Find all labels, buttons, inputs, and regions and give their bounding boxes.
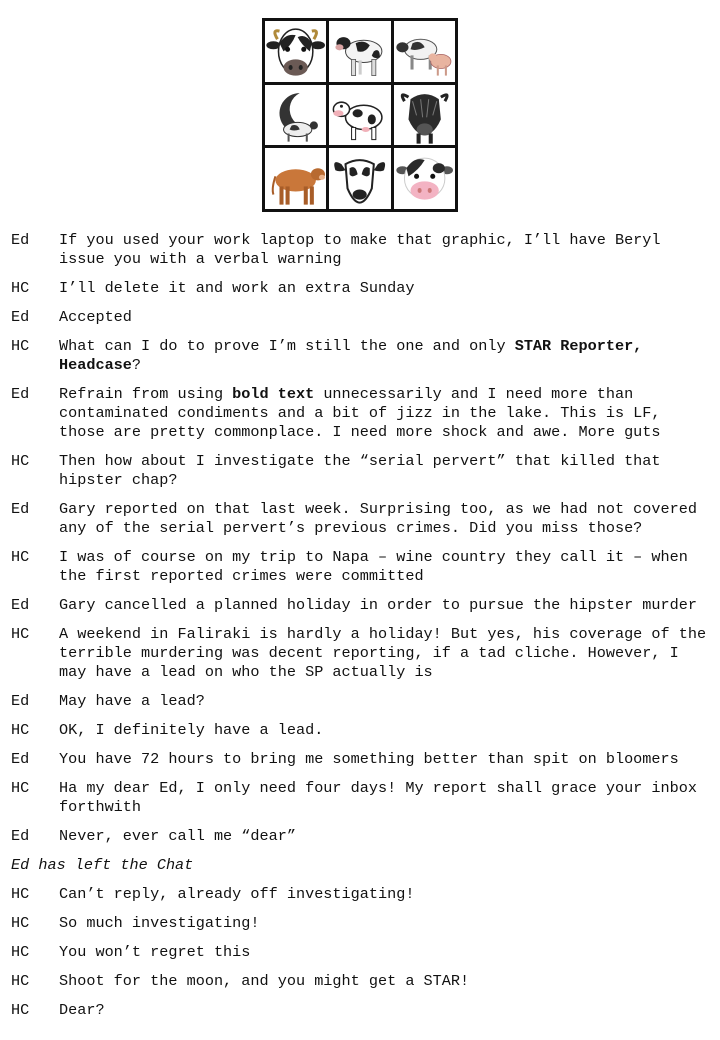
speaker-label: Ed <box>11 596 30 614</box>
speaker-label: Ed <box>11 231 30 249</box>
chat-message <box>0 750 720 769</box>
message-text: I was of course on my trip to Napa – wine country they call it – when the first reported crimes were committed <box>59 548 688 585</box>
speaker-label: Ed <box>11 308 30 326</box>
speaker-label: HC <box>11 279 30 297</box>
speaker-label: HC <box>11 452 30 470</box>
chat-message <box>0 308 720 327</box>
message-text: You have 72 hours to bring me something better than spit on bloomers <box>59 750 679 768</box>
chat-message <box>0 692 720 711</box>
message-text: Never, ever call me “dear” <box>59 827 296 845</box>
speaker-label: HC <box>11 914 30 932</box>
spotted-cartoon-cow-icon <box>329 85 390 146</box>
speaker-label: HC <box>11 779 30 797</box>
chat-message <box>0 231 720 269</box>
message-text: May have a lead? <box>59 692 205 710</box>
chat-message <box>0 972 720 991</box>
chat-message <box>0 337 720 375</box>
message-text: Accepted <box>59 308 132 326</box>
speaker-label: HC <box>11 337 30 355</box>
chat-message <box>0 385 720 442</box>
speaker-label: Ed <box>11 692 30 710</box>
chat-message <box>0 625 720 682</box>
chat-message <box>0 779 720 817</box>
chat-transcript <box>0 231 720 1030</box>
message-text: Gary reported on that last week. Surprising too, as we had not covered any of the serial pervert’s previous crimes. Did you miss those? <box>59 500 697 537</box>
pink-nose-cow-icon <box>394 148 455 209</box>
chat-message <box>0 885 720 904</box>
holstein-cow-icon <box>329 21 390 82</box>
chat-message <box>0 500 720 538</box>
chat-message <box>0 452 720 490</box>
message-text: Can’t reply, already off investigating! <box>59 885 415 903</box>
speaker-label: Ed <box>11 827 30 845</box>
chat-message <box>0 914 720 933</box>
speaker-label: HC <box>11 548 30 566</box>
message-text: Shoot for the moon, and you might get a STAR! <box>59 972 470 990</box>
message-text: Dear? <box>59 1001 105 1019</box>
cow-face-icon <box>265 21 326 82</box>
chat-message <box>0 827 720 846</box>
bold-text: bold text <box>232 385 315 403</box>
system-notice: Ed has left the Chat <box>11 856 194 874</box>
brown-cow-icon <box>265 148 326 209</box>
message-text-part: What can I do to prove I’m still the one and only <box>59 337 515 355</box>
highland-cow-icon <box>394 85 455 146</box>
speaker-label: HC <box>11 625 30 643</box>
message-text <box>59 337 707 375</box>
message-text-part: unnecessarily and I need more than contaminated condiments and a bit of jizz in the lake. This is LF, those are pretty commonplace. I need more shock and awe. More guts <box>59 385 661 441</box>
bold-text: STAR Reporter, Headcase <box>59 337 643 374</box>
message-text: Gary cancelled a planned holiday in order to pursue the hipster murder <box>59 596 697 614</box>
speaker-label: HC <box>11 972 30 990</box>
chat-message <box>0 279 720 298</box>
chat-message <box>0 943 720 962</box>
cow-and-calf-icon <box>394 21 455 82</box>
speaker-label: Ed <box>11 750 30 768</box>
chat-message <box>0 596 720 615</box>
message-text: OK, I definitely have a lead. <box>59 721 324 739</box>
message-text: If you used your work laptop to make that graphic, I’ll have Beryl issue you with a verbal warning <box>59 231 661 268</box>
message-text: You won’t regret this <box>59 943 251 961</box>
speaker-label: HC <box>11 943 30 961</box>
speaker-label: HC <box>11 885 30 903</box>
chat-message <box>0 548 720 586</box>
cow-moon-icon <box>265 85 326 146</box>
chat-message <box>0 1001 720 1020</box>
message-text: Then how about I investigate the “serial pervert” that killed that hipster chap? <box>59 452 661 489</box>
speaker-label: Ed <box>11 385 30 403</box>
cow-image-grid <box>262 18 458 212</box>
message-text-part: Refrain from using <box>59 385 233 403</box>
speaker-label: HC <box>11 721 30 739</box>
chat-message <box>0 721 720 740</box>
message-text: So much investigating! <box>59 914 260 932</box>
cow-head-sketch-icon <box>329 148 390 209</box>
message-text: I’ll delete it and work an extra Sunday <box>59 279 415 297</box>
message-text: A weekend in Faliraki is hardly a holiday! But yes, his coverage of the terrible murdering was decent reporting, if a tad cliche. However, I may have a lead on who the SP actually is <box>59 625 707 681</box>
message-text <box>59 385 707 442</box>
message-text-part: ? <box>131 356 142 374</box>
speaker-label: HC <box>11 1001 30 1019</box>
speaker-label: Ed <box>11 500 30 518</box>
message-text: Ha my dear Ed, I only need four days! My report shall grace your inbox forthwith <box>59 779 697 816</box>
